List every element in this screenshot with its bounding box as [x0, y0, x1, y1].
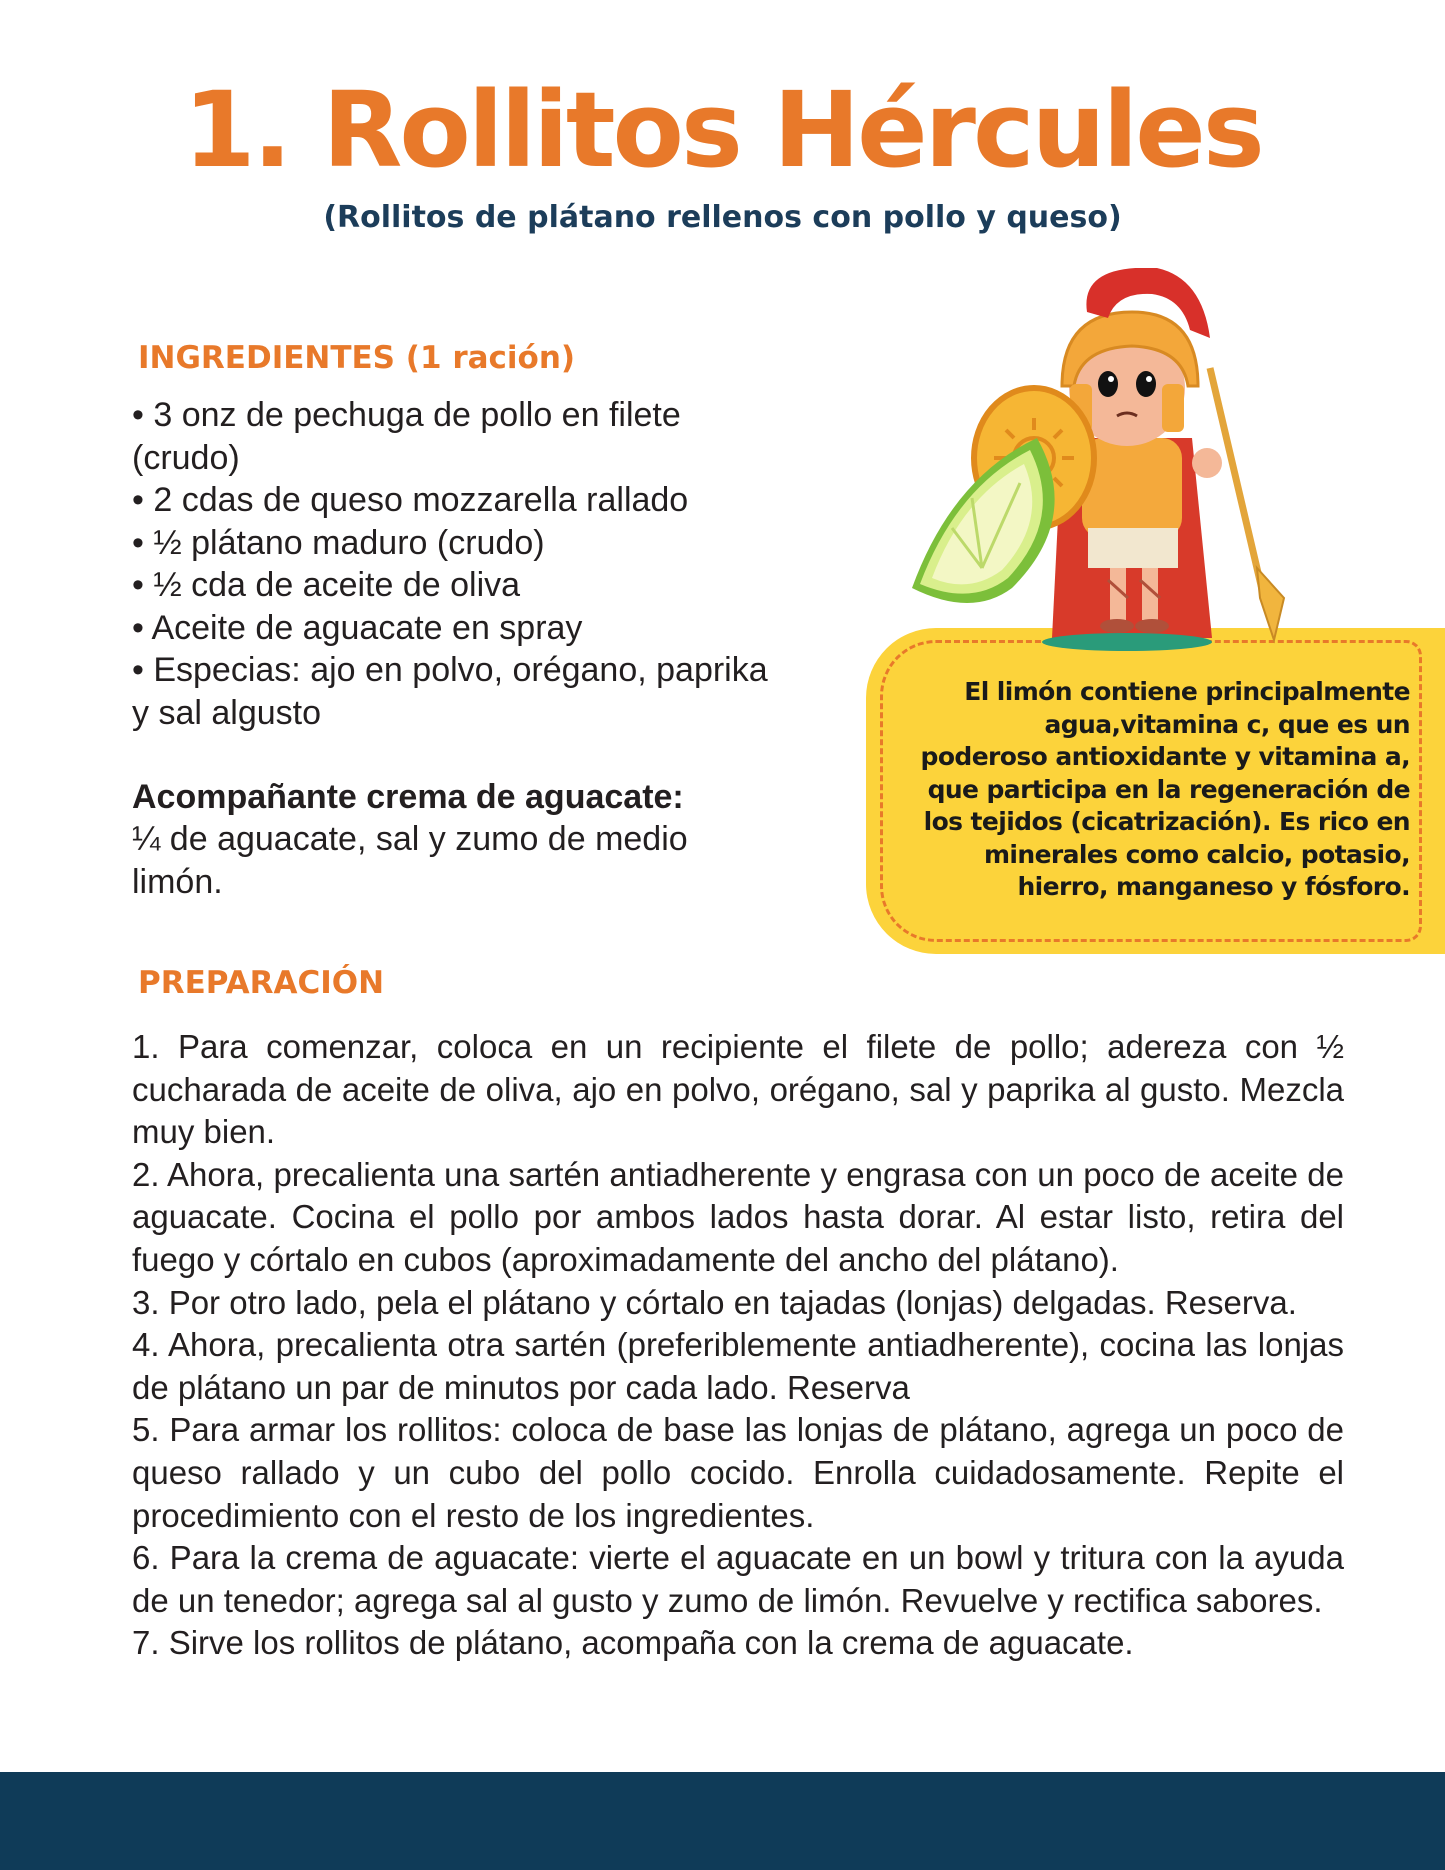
recipe-title: 1. Rollitos Hércules [183, 69, 1262, 191]
ingredients-heading: INGREDIENTES (1 ración) [138, 340, 576, 376]
preparation-step: 4. Ahora, precalienta otra sartén (preferiblemente antiadherente), cocina las lonjas de plátano un par de minutos por cada lado. Reserva [132, 1326, 1344, 1406]
side-dish-text: ¼ de aguacate, sal y zumo de medio limón. [132, 820, 688, 901]
ingredient-item: • ½ cda de aceite de oliva [132, 566, 521, 604]
preparation-step: 1. Para comenzar, coloca en un recipiente el filete de pollo; adereza con ½ cucharada de aceite de oliva, ajo en polvo, orégano, sal y paprika al gusto. Mezcla muy bien. [132, 1028, 1344, 1151]
preparation-step: 7. Sirve los rollitos de plátano, acompaña con la crema de aguacate. [132, 1624, 1134, 1662]
preparation-steps [132, 1026, 1344, 1665]
side-dish-title: Acompañante crema de aguacate: [132, 778, 684, 816]
recipe-subtitle: (Rollitos de plátano rellenos con pollo y queso) [323, 200, 1122, 235]
spear-icon [1210, 368, 1284, 640]
preparation-step: 5. Para armar los rollitos: coloca de base las lonjas de plátano, agrega un poco de queso rallado y un cubo del pollo cocido. Enrolla cuidadosamente. Repite el procedimiento con el resto de los ingredientes. [132, 1411, 1344, 1534]
ingredient-item: • 3 onz de pechuga de pollo en filete (crudo) [132, 396, 681, 477]
preparation-step: 2. Ahora, precalienta una sartén antiadherente y engrasa con un poco de aceite de aguacate. Cocina el pollo por ambos lados hasta dorar. Al estar listo, retira del fuego y córtalo en cubos (aproximadamente del ancho del plátano). [132, 1155, 1344, 1278]
footer-bar [0, 1772, 1445, 1870]
ingredient-item: • 2 cdas de queso mozzarella rallado [132, 481, 689, 519]
preparation-step: 6. Para la crema de aguacate: vierte el aguacate en un bowl y tritura con la ayuda de un tenedor; agrega sal al gusto y zumo de limón. Revuelve y rectifica sabores. [132, 1539, 1344, 1619]
callout-text: El limón contiene principalmente agua,vitamina c, que es un poderoso antioxidante y vitamina a, que participa en la regeneración de los tejidos (cicatrización). Es rico en minerales como calcio, potasio, hierro, manganeso y fósforo. [920, 677, 1410, 901]
ingredient-item: • Aceite de aguacate en spray [132, 608, 583, 647]
ingredients-list [132, 394, 772, 734]
preparation-heading: PREPARACIÓN [138, 965, 385, 1001]
ingredient-item: • Especias: ajo en polvo, orégano, paprika y sal algusto [132, 651, 768, 732]
ingredient-item: • ½ plátano maduro (crudo) [132, 523, 545, 562]
lemon-fact-callout [866, 628, 1445, 954]
preparation-step: 3. Por otro lado, pela el plátano y córtalo en tajadas (lonjas) delgadas. Reserva. [132, 1283, 1297, 1321]
gladiator-illustration [912, 268, 1332, 668]
